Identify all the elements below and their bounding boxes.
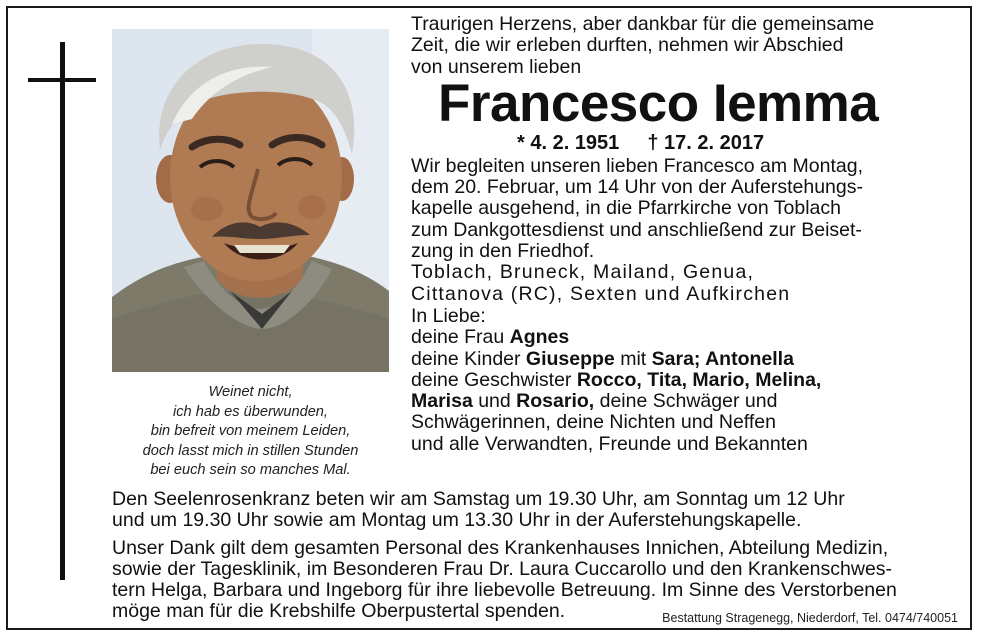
- mourner-siblings-cont: Marisa und Rosario, deine Schwäger und: [411, 390, 778, 413]
- thanks-line: sowie der Tagesklinik, im Besonderen Frau Dr. Laura Cuccarollo und den Krankenschwes-: [112, 557, 893, 580]
- portrait-photo: [112, 29, 389, 372]
- death-date: † 17. 2. 2017: [647, 131, 765, 154]
- mourners-heading: In Liebe:: [411, 304, 486, 327]
- undertaker-contact: Bestattung Stragenegg, Niederdorf, Tel. 0474/740051: [662, 611, 958, 625]
- places-line: Cittanova (RC), Sexten und Aufkirchen: [411, 282, 791, 305]
- poem-line: doch lasst mich in stillen Stunden: [142, 442, 359, 459]
- funeral-line: dem 20. Februar, um 14 Uhr von der Auferstehungs-: [411, 176, 863, 199]
- birth-date: * 4. 2. 1951: [517, 131, 620, 154]
- life-dates: [517, 130, 963, 156]
- cross-icon: [8, 8, 128, 588]
- bottom-text: [112, 489, 962, 623]
- intro-line: Traurigen Herzens, aber dankbar für die gemeinsame: [411, 13, 875, 35]
- rosary-line: und um 19.30 Uhr sowie am Montag um 13.30 Uhr in der Auferstehungskapelle.: [112, 509, 802, 532]
- funeral-line: zung in den Friedhof.: [411, 240, 595, 263]
- poem-line: bin befreit von meinem Leiden,: [150, 423, 351, 439]
- main-text: [411, 14, 963, 455]
- poem-line: Weinet nicht,: [208, 384, 293, 400]
- deceased-name: Francesco Iemma: [438, 73, 879, 133]
- mourner-in-laws: Schwägerinnen, deine Nichten und Neffen: [411, 411, 776, 434]
- mourner-children: deine Kinder Giuseppe mit Sara; Antonella: [411, 347, 794, 370]
- funeral-line: zum Dankgottesdienst und anschließend zur Beiset-: [411, 218, 862, 241]
- poem: [112, 383, 389, 481]
- mourner-siblings: deine Geschwister Rocco, Tita, Mario, Melina,: [411, 368, 822, 391]
- poem-line: bei euch sein so manches Mal.: [150, 462, 351, 478]
- rosary-line: Den Seelenrosenkranz beten wir am Samstag um 19.30 Uhr, am Sonntag um 12 Uhr: [112, 488, 845, 510]
- places-line: Toblach, Bruneck, Mailand, Genua,: [411, 261, 755, 284]
- poem-line: ich hab es überwunden,: [173, 403, 328, 420]
- thanks-line: Unser Dank gilt dem gesamten Personal des Krankenhauses Innichen, Abteilung Medizin,: [112, 536, 889, 559]
- funeral-line: Wir begleiten unseren lieben Francesco am Montag,: [411, 154, 863, 177]
- obituary-card: [6, 6, 972, 630]
- funeral-line: kapelle ausgehend, in die Pfarrkirche von Toblach: [411, 197, 841, 220]
- thanks-line: tern Helga, Barbara und Ingeborg für ihre liebevolle Betreuung. Im Sinne des Verstorbenen: [112, 579, 897, 602]
- mourner-wife: deine Frau Agnes: [411, 326, 570, 349]
- intro-line: Zeit, die wir erleben durften, nehmen wir Abschied: [411, 34, 844, 57]
- thanks-line: möge man für die Krebshilfe Oberpustertal spenden.: [112, 600, 566, 623]
- intro-line: von unserem lieben: [411, 55, 582, 78]
- mourner-relatives: und alle Verwandten, Freunde und Bekannten: [411, 432, 808, 455]
